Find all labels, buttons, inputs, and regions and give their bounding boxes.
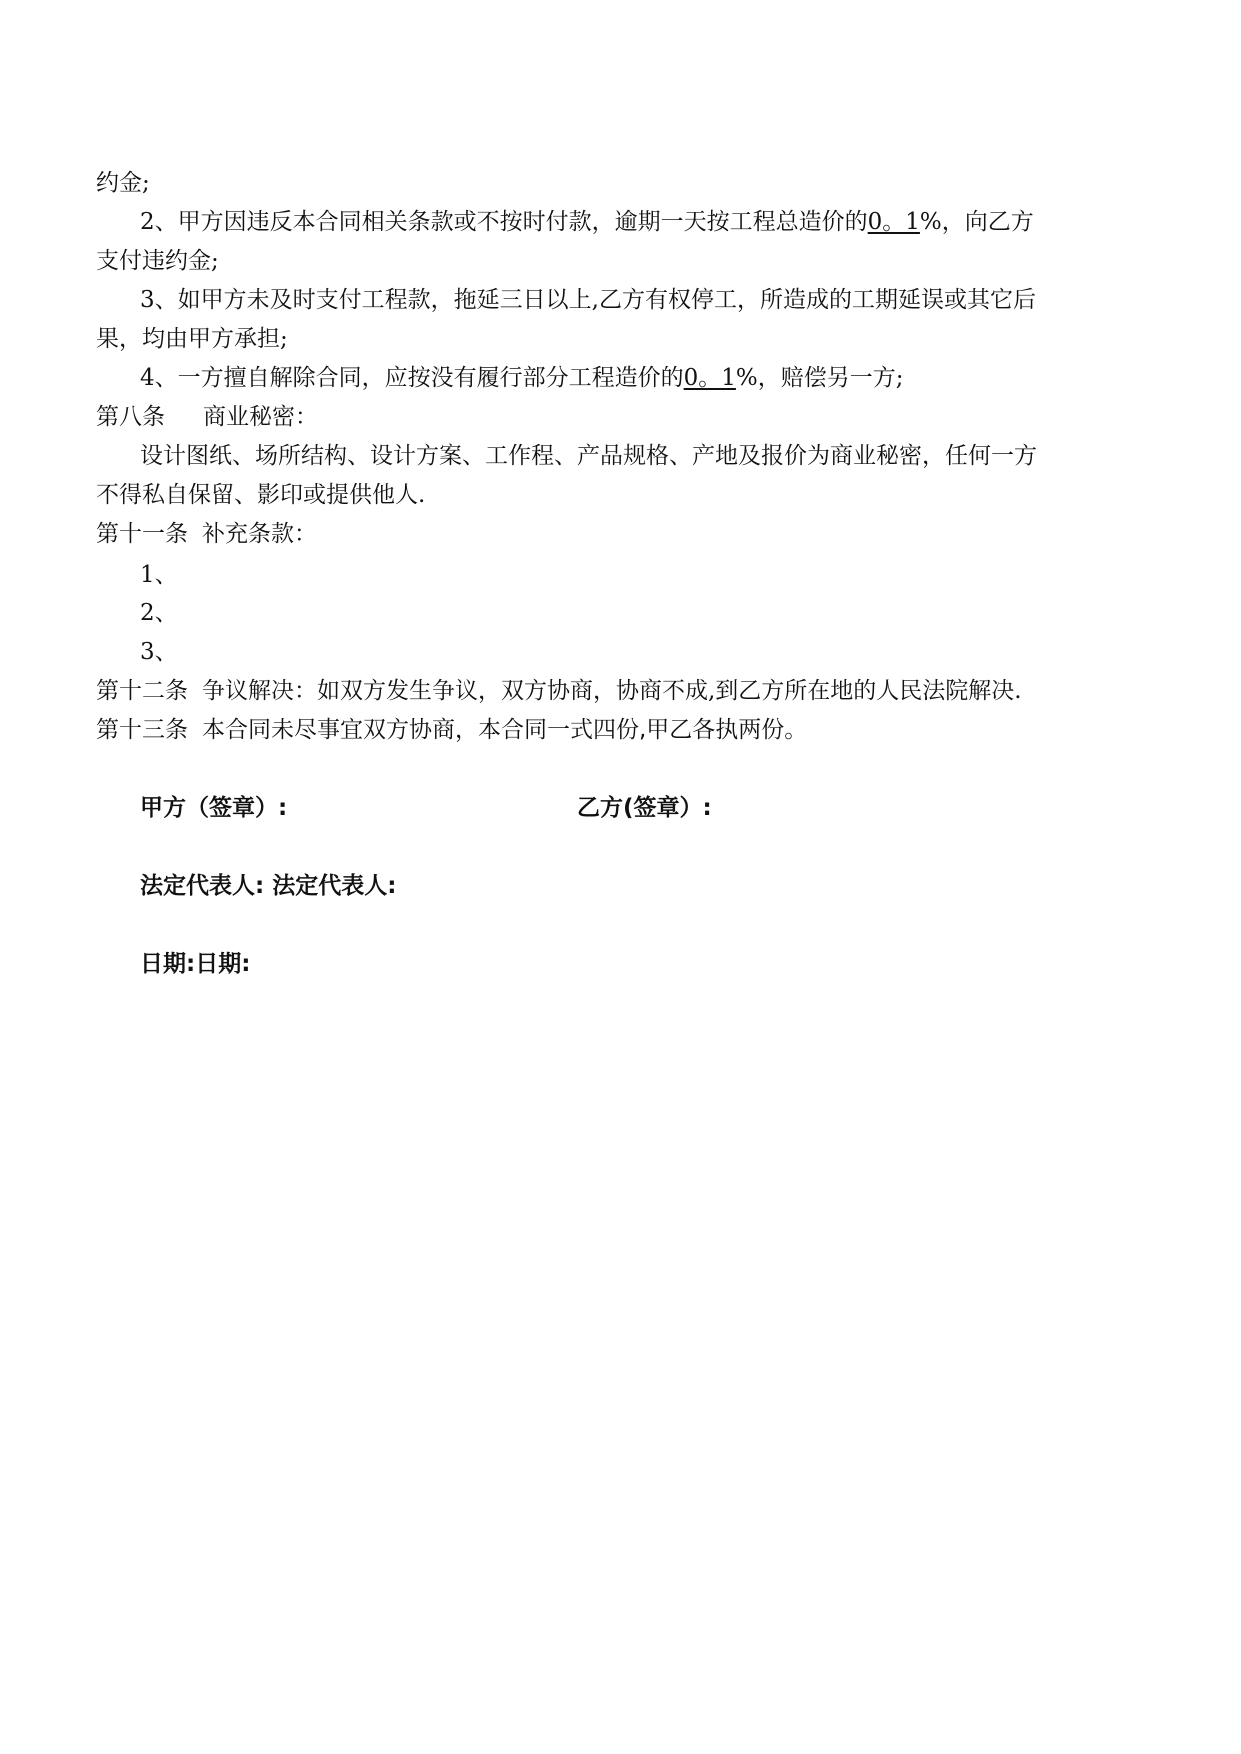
- text-fragment: %，向乙方: [919, 209, 1034, 235]
- article-11-heading: [96, 519, 317, 549]
- article-number: 第八条: [96, 404, 165, 430]
- text-fragment: 果，均由甲方承担;: [96, 326, 288, 352]
- supplementary-item: [140, 598, 178, 628]
- article-12: [96, 676, 1022, 706]
- text-fragment: 1、: [140, 562, 178, 588]
- text-fragment: 设计图纸、场所结构、设计方案、工作程、产品规格、产地及报价为商业秘密，任何一方: [140, 443, 1037, 469]
- party-b-signature-label: 乙方(签章）:: [577, 795, 712, 821]
- article-8-heading: [96, 402, 318, 432]
- text-fragment: 2、甲方因违反本合同相关条款或不按时付款，逾期一天按工程总造价的: [140, 209, 868, 235]
- paragraph-penalty-continued: [96, 168, 150, 198]
- paragraph-clause-3-cont: [96, 324, 288, 354]
- article-number: 第十三条: [96, 717, 188, 743]
- article-13: [96, 715, 807, 745]
- text-fragment: 2、: [140, 600, 178, 626]
- text-fragment: 约金;: [96, 170, 150, 196]
- paragraph-clause-2-cont: [96, 246, 219, 276]
- supplementary-item: [140, 637, 178, 667]
- text-fragment: 支付违约金;: [96, 248, 219, 274]
- party-a-signature-label: 甲方（签章）:: [140, 795, 288, 821]
- penalty-rate: 0。1: [867, 209, 920, 235]
- article-number: 第十一条: [96, 521, 188, 547]
- article-title: 补充条款：: [202, 521, 317, 547]
- text-fragment: 3、: [140, 639, 178, 665]
- text-fragment: 4、一方擅自解除合同，应按没有履行部分工程造价的: [140, 365, 684, 391]
- article-body: 如双方发生争议，双方协商，协商不成,到乙方所在地的人民法院解决.: [317, 678, 1022, 704]
- text-fragment: 3、如甲方未及时支付工程款，拖延三日以上,乙方有权停工，所造成的工期延误或其它后: [140, 287, 1036, 313]
- supplementary-item: [140, 560, 178, 590]
- article-title: 争议解决：: [202, 678, 317, 704]
- article-title: 商业秘密：: [203, 404, 318, 430]
- text-fragment: %，赔偿另一方;: [735, 365, 904, 391]
- paragraph-clause-4: [140, 363, 904, 393]
- paragraph-clause-2: [140, 207, 1034, 237]
- date-label: 日期:日期:: [140, 951, 251, 977]
- text-fragment: 不得私自保留、影印或提供他人.: [96, 482, 426, 508]
- compensation-rate: 0。1: [683, 365, 736, 391]
- article-8-body-cont: [96, 480, 425, 510]
- article-number: 第十二条: [96, 678, 188, 704]
- legal-representative-label: 法定代表人: 法定代表人:: [140, 873, 397, 899]
- paragraph-clause-3: [140, 285, 1036, 315]
- article-8-body: [140, 441, 1037, 471]
- article-body: 本合同未尽事宜双方协商，本合同一式四份,甲乙各执两份。: [202, 717, 808, 743]
